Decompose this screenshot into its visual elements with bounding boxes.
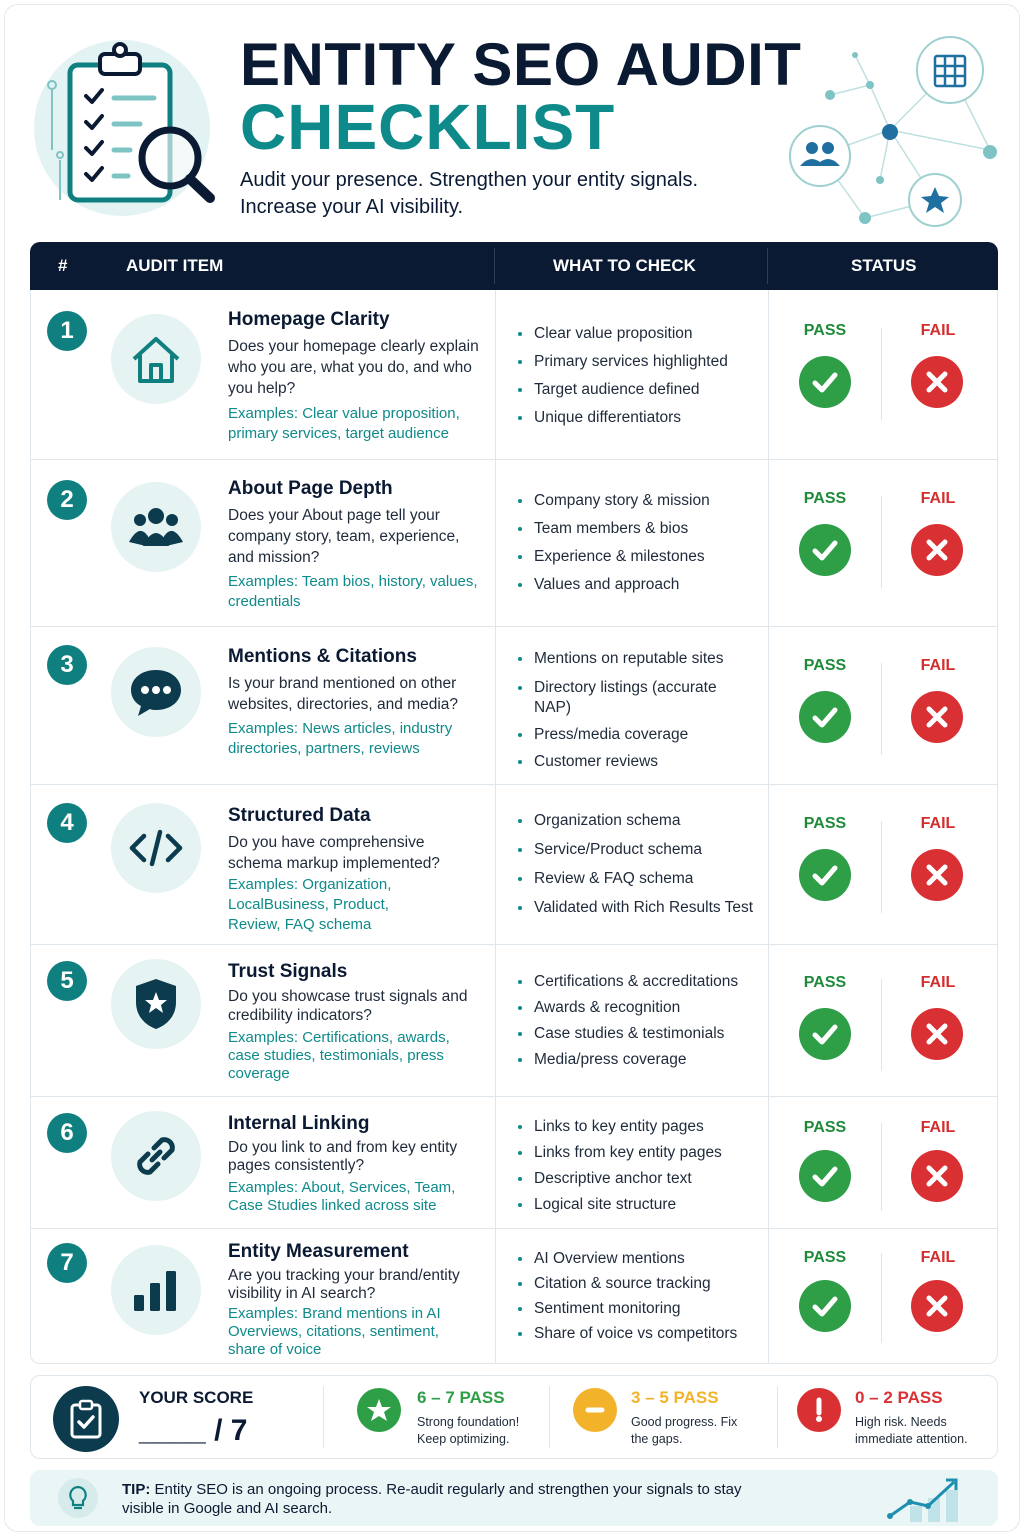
check-item: Customer reviews (518, 752, 768, 772)
check-list (518, 1249, 768, 1344)
pass-checkmark-button[interactable] (799, 691, 851, 743)
link-icon (111, 1111, 201, 1201)
subtitle-line-2: Increase your AI visibility. (240, 196, 464, 218)
pass-label: PASS (803, 1249, 847, 1266)
fail-label: FAIL (920, 1119, 956, 1136)
item-examples: Examples: News articles, industry directories, partners, reviews (228, 720, 453, 757)
growth-chart-icon (870, 1472, 980, 1524)
check-item: Target audience defined (518, 380, 768, 400)
check-item: Links from key entity pages (518, 1143, 768, 1163)
check-item: Team members & bios (518, 519, 768, 539)
entity-network-icon (780, 30, 1000, 230)
star-icon (357, 1388, 401, 1432)
legend-title: 6 – 7 PASS (417, 1388, 505, 1407)
item-description: Do you showcase trust signals and credibility indicators? (228, 988, 468, 1024)
item-title: About Page Depth (228, 478, 393, 499)
check-item: Primary services highlighted (518, 352, 768, 372)
check-item: Certifications & accreditations (518, 972, 768, 992)
clipboard-magnifier-icon (30, 30, 220, 220)
fail-x-button[interactable] (911, 524, 963, 576)
tip-body: Entity SEO is an ongoing process. Re-audit regularly and strengthen your signals to stay visible in Google and AI search. (122, 1481, 742, 1517)
item-examples: Examples: About, Services, Team, Case Studies linked across site (228, 1179, 456, 1214)
column-header-audit-item: AUDIT ITEM (126, 256, 224, 275)
check-item: Review & FAQ schema (518, 869, 768, 889)
fail-x-button[interactable] (911, 849, 963, 901)
check-item: Unique differentiators (518, 408, 768, 428)
item-description: Do you link to and from key entity pages consistently? (228, 1139, 458, 1174)
code-icon (111, 803, 201, 893)
check-list (518, 972, 768, 1070)
pass-label: PASS (803, 974, 847, 991)
item-number-badge: 7 (47, 1243, 87, 1283)
table-row (31, 945, 997, 1097)
check-item: Press/media coverage (518, 725, 768, 745)
check-item: Mentions on reputable sites (518, 649, 768, 669)
check-item: Directory listings (accurate NAP) (518, 678, 728, 718)
subtitle-line-1: Audit your presence. Strengthen your entity signals. (240, 169, 699, 191)
item-description: Is your brand mentioned on other websites, directories, and media? (228, 675, 459, 713)
item-description: Does your homepage clearly explain who you are, what you do, and who you help? (228, 338, 479, 397)
table-row (31, 1097, 997, 1229)
check-list (518, 324, 768, 428)
table-row (31, 627, 997, 785)
item-description: Do you have comprehensive schema markup implemented? (228, 834, 440, 872)
column-header-status: STATUS (851, 256, 917, 275)
pass-checkmark-button[interactable] (799, 356, 851, 408)
check-item: Experience & milestones (518, 547, 768, 567)
tip-panel (30, 1470, 998, 1526)
score-value: ____ / 7 (139, 1414, 248, 1447)
check-list (518, 1117, 768, 1215)
clipboard-check-icon (53, 1386, 119, 1452)
fail-label: FAIL (920, 490, 956, 507)
check-list (518, 811, 768, 918)
pass-label: PASS (803, 657, 847, 674)
item-title: Entity Measurement (228, 1241, 409, 1262)
legend-title: 3 – 5 PASS (631, 1388, 719, 1407)
check-item: Values and approach (518, 575, 768, 595)
check-item: Share of voice vs competitors (518, 1324, 768, 1344)
check-item: Case studies & testimonials (518, 1024, 768, 1044)
item-number-badge: 5 (47, 961, 87, 1001)
pass-checkmark-button[interactable] (799, 1150, 851, 1202)
fail-x-button[interactable] (911, 1008, 963, 1060)
team-icon (111, 482, 201, 572)
audit-table (30, 290, 998, 1364)
title-line-2: CHECKLIST (240, 91, 616, 163)
item-examples: Examples: Organization, LocalBusiness, Product, Review, FAQ schema (228, 876, 392, 933)
item-number-badge: 4 (47, 803, 87, 843)
pass-label: PASS (803, 322, 847, 339)
check-item: Citation & source tracking (518, 1274, 768, 1294)
item-description: Are you tracking your brand/entity visibility in AI search? (228, 1267, 460, 1302)
table-row (31, 1229, 997, 1363)
column-header-number: # (58, 256, 68, 275)
check-item: Links to key entity pages (518, 1117, 768, 1137)
check-item: Logical site structure (518, 1195, 768, 1215)
table-header (30, 242, 998, 290)
home-icon (111, 314, 201, 404)
table-row (31, 290, 997, 460)
check-list (518, 649, 768, 772)
check-list (518, 491, 768, 595)
legend-description: Strong foundation! Keep optimizing. (417, 1415, 520, 1446)
score-panel (30, 1375, 998, 1459)
item-number-badge: 6 (47, 1113, 87, 1153)
fail-x-button[interactable] (911, 1150, 963, 1202)
minus-icon (573, 1388, 617, 1432)
check-item: Awards & recognition (518, 998, 768, 1018)
check-item: Company story & mission (518, 491, 768, 511)
item-number-badge: 3 (47, 645, 87, 685)
fail-x-button[interactable] (911, 1280, 963, 1332)
item-title: Trust Signals (228, 961, 348, 982)
column-header-what-to-check: WHAT TO CHECK (553, 256, 696, 275)
lightbulb-icon (58, 1478, 98, 1518)
check-item: AI Overview mentions (518, 1249, 768, 1269)
pass-checkmark-button[interactable] (799, 524, 851, 576)
score-label: YOUR SCORE (139, 1388, 254, 1407)
item-number-badge: 1 (47, 311, 87, 351)
check-item: Clear value proposition (518, 324, 768, 344)
pass-checkmark-button[interactable] (799, 1008, 851, 1060)
fail-label: FAIL (920, 974, 956, 991)
pass-checkmark-button[interactable] (799, 849, 851, 901)
tip-label: TIP: (122, 1481, 151, 1498)
item-examples: Examples: Certifications, awards, case studies, testimonials, press coverage (228, 1029, 450, 1082)
shield-star-icon (111, 959, 201, 1049)
table-row (31, 460, 997, 627)
item-title: Internal Linking (228, 1113, 370, 1134)
item-examples: Examples: Clear value proposition, primary services, target audience (228, 405, 460, 442)
pass-checkmark-button[interactable] (799, 1280, 851, 1332)
check-item: Organization schema (518, 811, 768, 831)
bar-chart-icon (111, 1245, 201, 1335)
item-examples: Examples: Brand mentions in AI Overviews, citations, sentiment, share of voice (228, 1305, 441, 1358)
check-item: Sentiment monitoring (518, 1299, 768, 1319)
item-title: Homepage Clarity (228, 309, 390, 330)
fail-label: FAIL (920, 815, 956, 832)
table-row (31, 785, 997, 945)
title-line-1: ENTITY SEO AUDIT (240, 31, 802, 98)
item-examples: Examples: Team bios, history, values, credentials (228, 573, 478, 610)
chat-bubble-icon (111, 647, 201, 737)
fail-x-button[interactable] (911, 691, 963, 743)
fail-label: FAIL (920, 657, 956, 674)
legend-title: 0 – 2 PASS (855, 1388, 943, 1407)
legend-description: High risk. Needs immediate attention. (855, 1415, 968, 1446)
item-number-badge: 2 (47, 480, 87, 520)
item-description: Does your About page tell your company story, team, experience, and mission? (228, 507, 460, 566)
check-item: Media/press coverage (518, 1050, 768, 1070)
fail-x-button[interactable] (911, 356, 963, 408)
pass-label: PASS (803, 490, 847, 507)
fail-label: FAIL (920, 322, 956, 339)
pass-label: PASS (803, 815, 847, 832)
subtitle (240, 167, 760, 221)
legend-description: Good progress. Fix the gaps. (631, 1415, 738, 1446)
check-item: Descriptive anchor text (518, 1169, 768, 1189)
check-item: Service/Product schema (518, 840, 768, 860)
check-item: Validated with Rich Results Test (518, 898, 768, 918)
fail-label: FAIL (920, 1249, 956, 1266)
item-title: Structured Data (228, 805, 371, 826)
tip-text (122, 1480, 742, 1518)
exclamation-icon (797, 1388, 841, 1432)
pass-label: PASS (803, 1119, 847, 1136)
item-title: Mentions & Citations (228, 646, 417, 667)
